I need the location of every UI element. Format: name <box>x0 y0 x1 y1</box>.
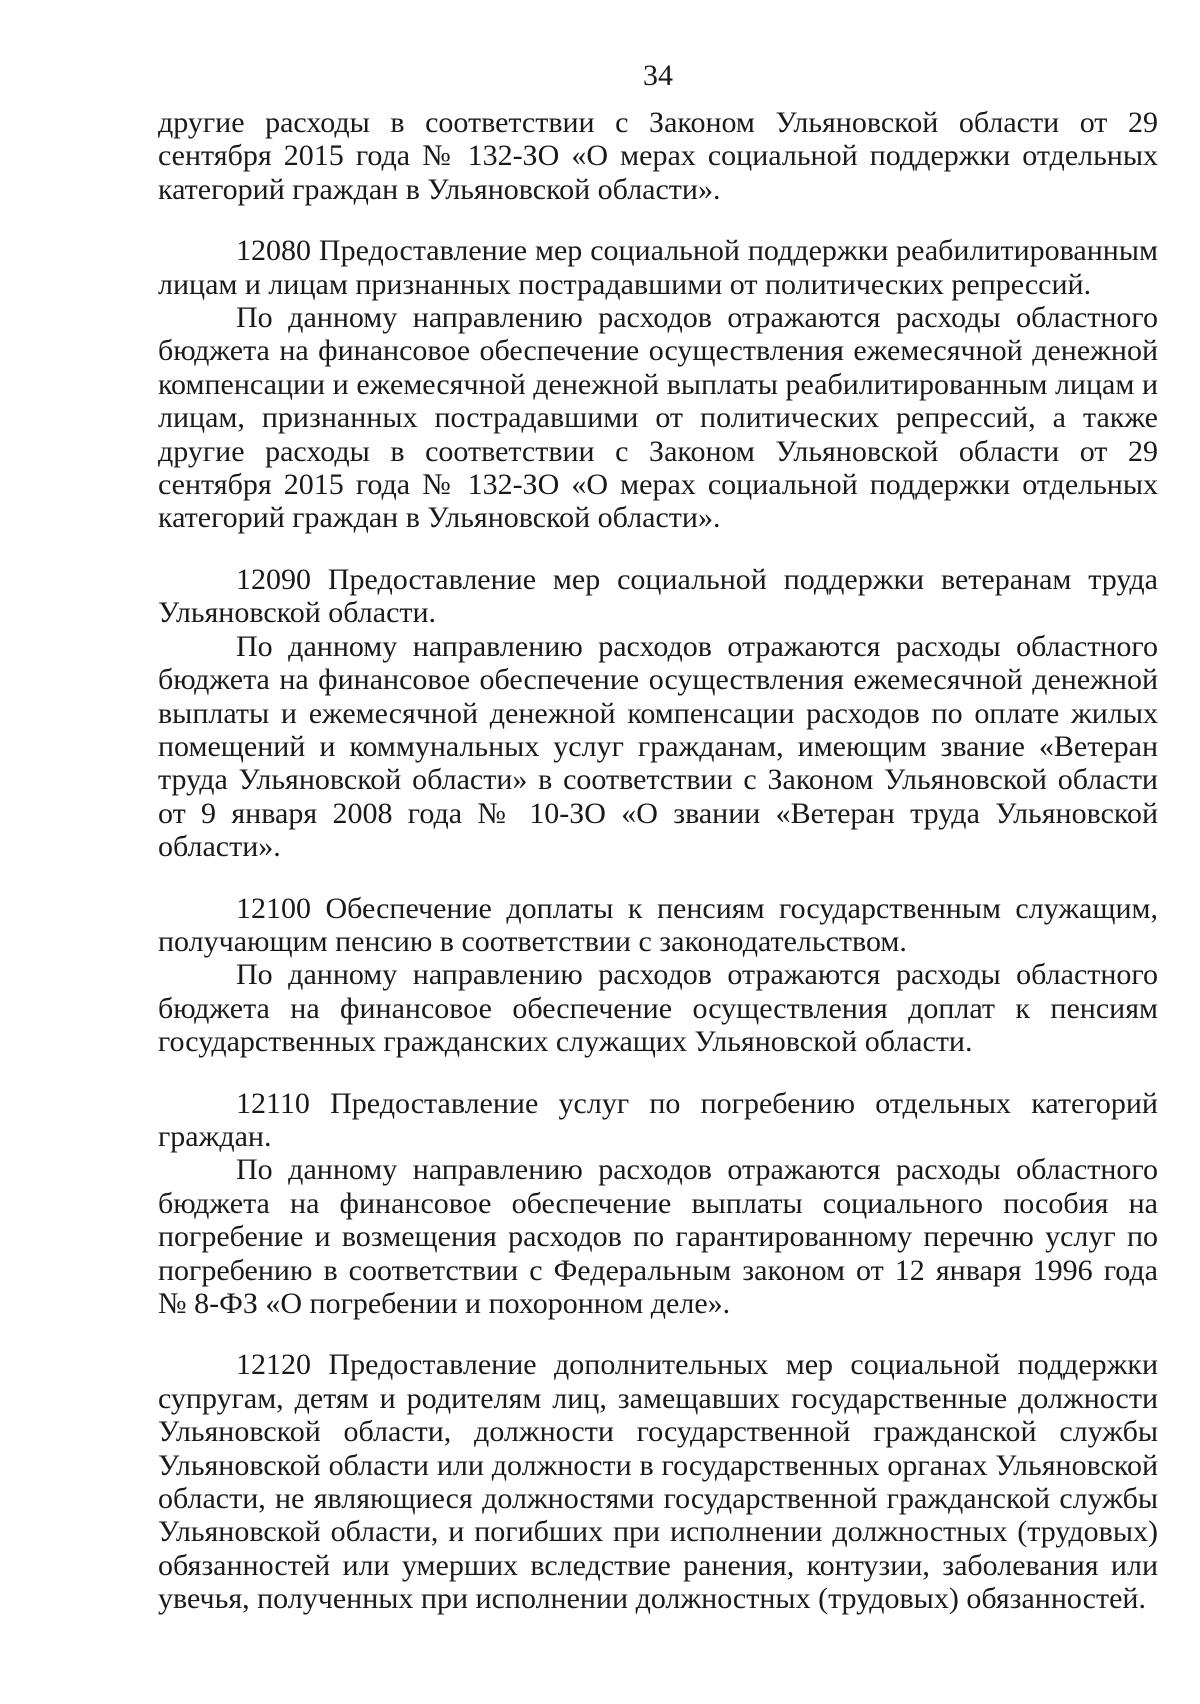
document-page <box>158 56 1158 1616</box>
section-heading: 12110 Предоставление услуг по погребению отдельных категорий граждан. <box>158 1086 1158 1153</box>
section-heading: 12100 Обеспечение доплаты к пенсиям государственным служащим, получающим пенсию в соответствии с законодательством. <box>158 891 1158 958</box>
body-paragraph: По данному направлению расходов отражаются расходы областного бюджета на финансовое обеспечение осуществления ежемесячной денежной выплаты и ежемесячной денежной компенсации расходов по оплате жилых помещений и коммунальных услуг гражданам, имеющим звание «Ветеран труда Ульяновской области» в соответствии с Законом Ульяновской области от 9 января 2008 года № 10-ЗО «О звании «Ветеран труда Ульяновской области». <box>158 629 1158 864</box>
body-paragraph: По данному направлению расходов отражаются расходы областного бюджета на финансовое обеспечение осуществления ежемесячной денежной компенсации и ежемесячной денежной выплаты реабилитированным лицам и лицам, признанных пострадавшими от политических репрессий, а также другие расходы в соответствии с Законом Ульяновской области от 29 сентября 2015 года № 132-ЗО «О мерах социальной поддержки отдельных категорий граждан в Ульяновской области». <box>158 301 1158 535</box>
section-heading: 12080 Предоставление мер социальной поддержки реабилитированным лицам и лицам признанных пострадавшими от политических репрессий. <box>158 234 1158 301</box>
section-heading: 12090 Предоставление мер социальной поддержки ветеранам труда Ульяновской области. <box>158 562 1158 630</box>
page-number: 34 <box>643 59 673 92</box>
section-heading: 12120 Предоставление дополнительных мер социальной поддержки супругам, детям и родителям лиц, замещавших государственные должности Ульяновской области, должности государственной гражданской службы Ульяновской области или должности в государственных органах Ульяновской области, не являющиеся должностями государственной гражданской службы Ульяновской области, и погибших при исполнении должностных (трудовых) обязанностей или умерших вследствие ранения, контузии, заболевания или увечья, полученных при исполнении должностных (трудовых) обязанностей. <box>158 1348 1158 1616</box>
body-paragraph: другие расходы в соответствии с Законом Ульяновской области от 29 сентября 2015 года № 132-ЗО «О мерах социальной поддержки отдельных категорий граждан в Ульяновской области». <box>158 106 1158 206</box>
body-paragraph: По данному направлению расходов отражаются расходы областного бюджета на финансовое обеспечение выплаты социального пособия на погребение и возмещения расходов по гарантированному перечню услуг по погребению в соответствии с Федеральным законом от 12 января 1996 года № 8-ФЗ «О погребении и похоронном деле». <box>158 1153 1158 1320</box>
body-paragraph: По данному направлению расходов отражаются расходы областного бюджета на финансовое обеспечение осуществления доплат к пенсиям государственных гражданских служащих Ульяновской области. <box>158 958 1158 1059</box>
document-body <box>158 106 1158 1616</box>
